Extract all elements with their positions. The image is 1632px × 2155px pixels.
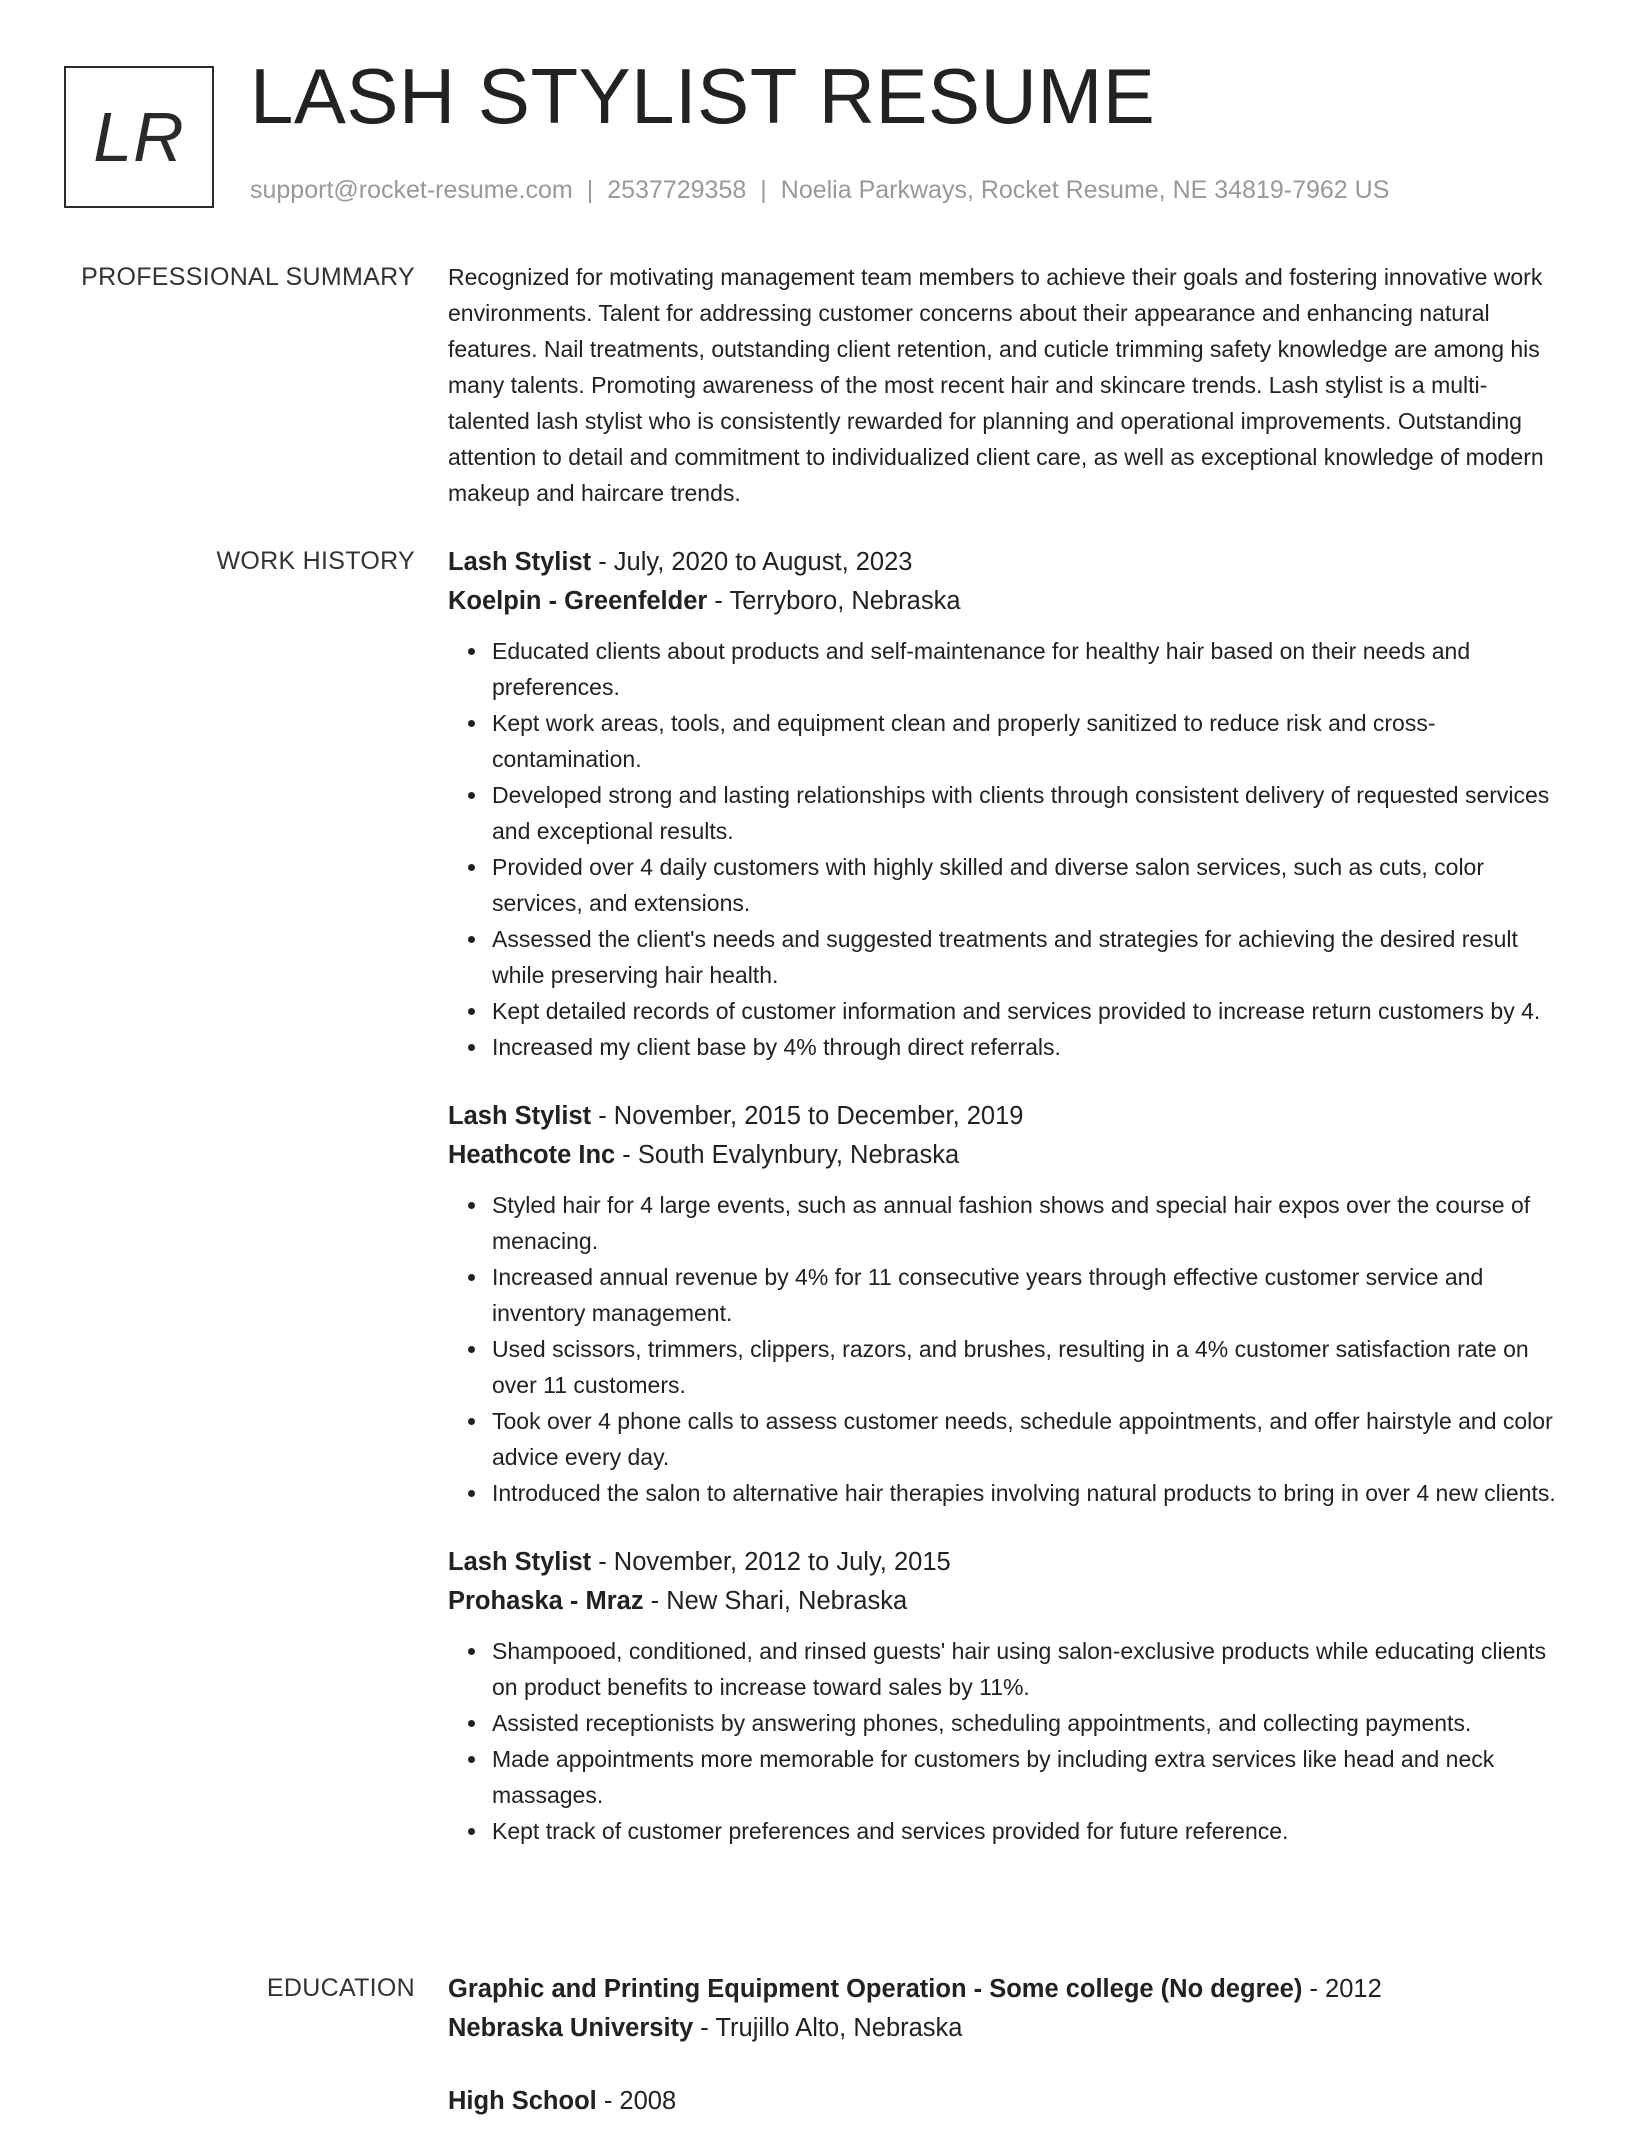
education-degree: Graphic and Printing Equipment Operation - Some college (No degree) [448,1975,1303,2003]
job-location: - New Shari, Nebraska [643,1587,908,1615]
job-bullet: Developed strong and lasting relationships with clients through consistent delivery of requested services and exceptional results. [492,777,1568,849]
job-bullets [448,633,1568,1065]
job-company-line [448,1136,1568,1175]
job-company: Prohaska - Mraz [448,1587,644,1615]
job-bullet: Assessed the client's needs and suggested treatments and strategies for achieving the desired result while preserving hair health. [492,921,1568,993]
job-bullet: Styled hair for 4 large events, such as annual fashion shows and special hair expos over the course of menacing. [492,1187,1568,1259]
education-degree-line [448,1970,1568,2009]
section-heading-education: EDUCATION [266,1974,415,2002]
job-company-line [448,1582,1568,1621]
job-bullet: Made appointments more memorable for customers by including extra services like head and neck massages. [492,1741,1568,1813]
job-bullet: Kept track of customer preferences and services provided for future reference. [492,1813,1568,1849]
job-entry [448,543,1568,1065]
education-location: - Trujillo Alto, Nebraska [693,2014,963,2042]
job-bullet: Increased annual revenue by 4% for 11 consecutive years through effective customer service and inventory management. [492,1259,1568,1331]
education-entry [448,2082,1568,2121]
education-degree: High School [448,2087,597,2115]
job-bullet: Shampooed, conditioned, and rinsed guests' hair using salon-exclusive products while educating clients on product benefits to increase toward sales by 11%. [492,1633,1568,1705]
job-bullets [448,1187,1568,1511]
job-bullet: Kept work areas, tools, and equipment clean and properly sanitized to reduce risk and cross-contamination. [492,705,1568,777]
job-bullet: Provided over 4 daily customers with highly skilled and diverse salon services, such as cuts, color services, and extensions. [492,849,1568,921]
job-company: Heathcote Inc [448,1141,616,1169]
job-bullet: Kept detailed records of customer information and services provided to increase return customers by 4. [492,993,1568,1029]
summary-text: Recognized for motivating management team members to achieve their goals and fostering innovative work environments. Talent for addressing customer concerns about their appearance and enhancing natural features. Nail treatments, outstanding client retention, and cuticle trimming safety knowledge are among his many talents. Promoting awareness of the most recent hair and skincare trends. Lash stylist is a multi-talented lash stylist who is consistently rewarded for planning and operational improvements. Outstanding attention to detail and commitment to individualized client care, as well as exceptional knowledge of modern makeup and haircare trends. [448,264,1544,506]
education-entry [448,1970,1568,2048]
contact-separator: | [760,176,767,204]
education-school: Nebraska University [448,2014,694,2042]
monogram-logo [64,66,214,208]
job-bullet: Used scissors, trimmers, clippers, razors, and brushes, resulting in a 4% customer satisfaction rate on over 11 customers. [492,1331,1568,1403]
job-company-line [448,582,1568,621]
contact-separator: | [586,176,594,204]
education-school-line [448,2009,1568,2048]
resume-title: LASH STYLIST RESUME [250,52,1156,140]
job-title-line [448,1097,1568,1136]
job-dates: - November, 2015 to December, 2019 [591,1102,1024,1130]
job-bullet: Introduced the salon to alternative hair therapies involving natural products to bring in over 4 new clients. [492,1475,1568,1511]
section-heading-work-history: WORK HISTORY [216,547,415,575]
job-entry [448,1543,1568,1849]
job-location: - Terryboro, Nebraska [707,587,961,615]
education-year: - 2012 [1302,1975,1382,2003]
job-bullet: Increased my client base by 4% through direct referrals. [492,1029,1568,1065]
job-bullet: Took over 4 phone calls to assess customer needs, schedule appointments, and offer hairstyle and color advice every day. [492,1403,1568,1475]
job-bullets [448,1633,1568,1849]
summary-body [448,259,1568,511]
contact-phone: 2537729358 [607,176,747,204]
job-title-line [448,1543,1568,1582]
job-location: - South Evalynbury, Nebraska [615,1141,960,1169]
education-year: - 2008 [596,2087,677,2115]
contact-email: support@rocket-resume.com [250,176,573,204]
education-body [448,1970,1568,2155]
job-title: Lash Stylist [448,548,592,576]
work-history-body [448,543,1568,1881]
education-degree-line [448,2082,1568,2121]
job-dates: - July, 2020 to August, 2023 [591,548,913,576]
monogram-initials: LR [93,98,185,176]
job-title-line [448,543,1568,582]
job-entry [448,1097,1568,1511]
contact-line [250,174,1389,206]
section-heading-summary: PROFESSIONAL SUMMARY [81,263,415,291]
job-title: Lash Stylist [448,1548,592,1576]
job-dates: - November, 2012 to July, 2015 [591,1548,951,1576]
job-company: Koelpin - Greenfelder [448,587,708,615]
job-title: Lash Stylist [448,1102,592,1130]
job-bullet: Educated clients about products and self-maintenance for healthy hair based on their needs and preferences. [492,633,1568,705]
job-bullet: Assisted receptionists by answering phones, scheduling appointments, and collecting payments. [492,1705,1568,1741]
contact-address: Noelia Parkways, Rocket Resume, NE 34819-7962 US [780,176,1390,204]
